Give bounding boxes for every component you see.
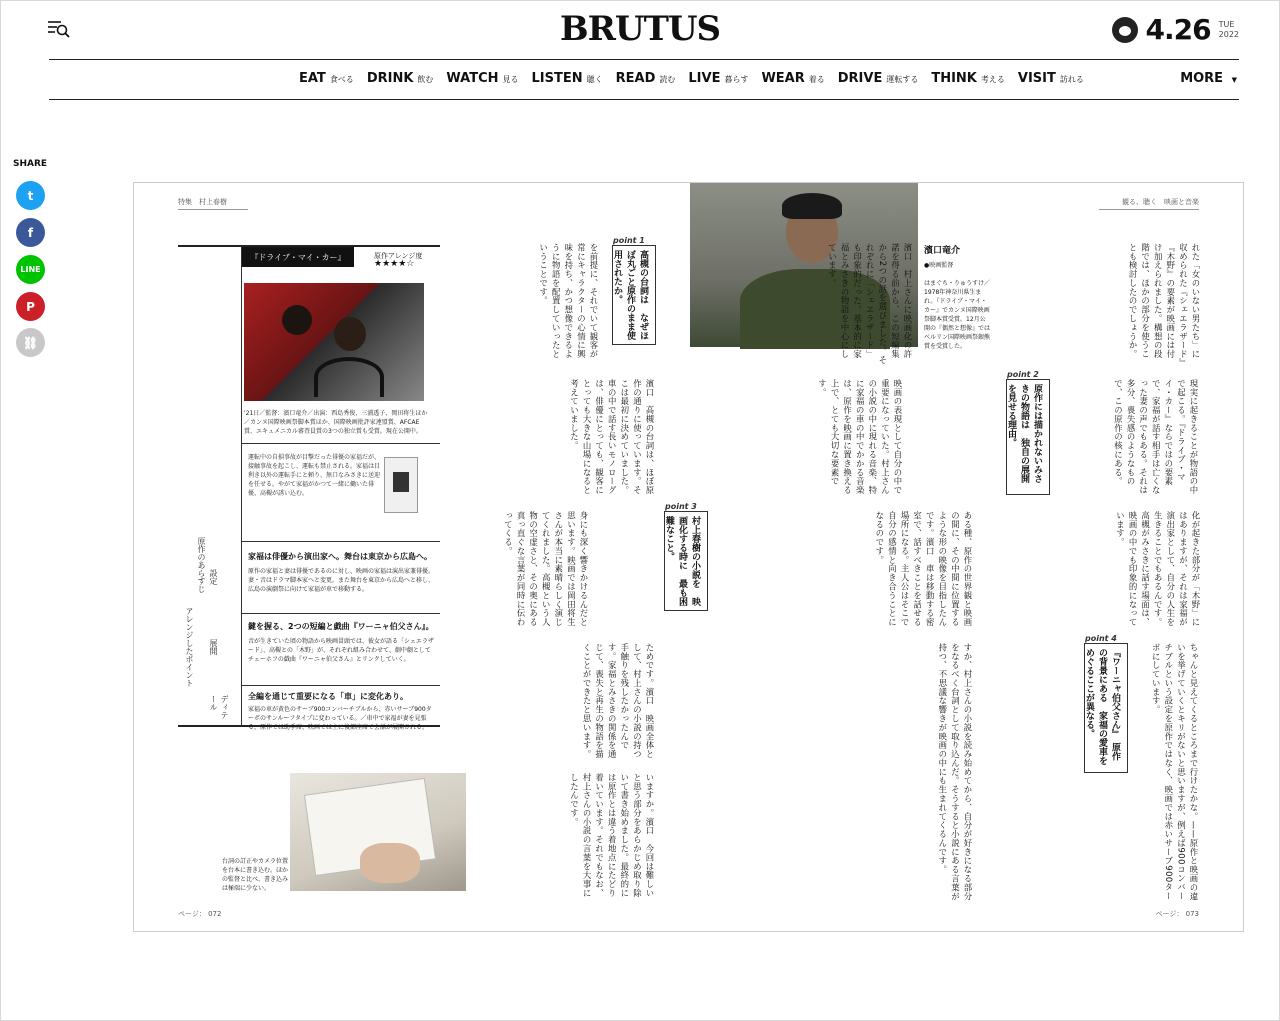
share-label: SHARE [13, 159, 48, 169]
point-tag: point 4 [1085, 634, 1117, 643]
page-number-right: ページ： 073 [1155, 910, 1199, 918]
box-divider-3 [242, 613, 440, 614]
date-day: TUE [1218, 19, 1235, 29]
line-icon[interactable]: LINE [16, 255, 45, 284]
nav-item-drink[interactable] [367, 71, 434, 86]
body-column: 濱口 高槻の台詞は、ほぼ原作の通りに使っています。そこは最初に決めていました。車の中で話す長いモノローグは、俳優にとっても、観客にとっても大きな山場になると考えていました。 [569, 379, 655, 495]
body-column: 身にも深く響きかけるんだと思います。映画では岡田将生さんが本当に素晴らしく演じてくれました。高槻という人物の空虚さと、その奥にある真っ直ぐな言葉が同時に伝わってくる。 [503, 511, 589, 627]
script-photo [290, 773, 466, 891]
nav-label-ja: 訪れる [1059, 75, 1084, 84]
nav-label-en: WATCH [446, 71, 499, 86]
portrait-hair [782, 193, 842, 219]
main-nav [299, 71, 1084, 86]
point-body-1: 原作の家福と妻は俳優であるのに対し、映画の家福は演出家兼俳優。妻・音はドラマ脚本家へと変更。また舞台を東京から広島へと移し、広島の演劇祭に向けて家福が車で移動する。 [248, 568, 435, 593]
point-callout-3 [664, 502, 708, 611]
steering-wheel [314, 357, 384, 397]
nav-label-ja: 聴く [586, 75, 603, 84]
date-number: 4.26 [1145, 13, 1211, 46]
magazine-spread[interactable] [133, 182, 1244, 932]
film-caption: '21日／監督：濱口竜介／出演：西島秀俊、三浦透子、岡田将生ほか／カンヌ国際映画祭脚本賞ほか、国際映画批評家連盟賞、AFCAE賞、エキュメニカル審査員賞の3つの独立賞も受賞。現在公開中。 [244, 410, 428, 435]
facebook-icon[interactable]: f [16, 218, 45, 247]
rating-label: 原作アレンジ度 [374, 252, 423, 260]
date-side [1219, 20, 1239, 40]
nav-item-live[interactable] [688, 71, 748, 86]
nav-label-ja: 食べる [329, 75, 354, 84]
body-column: れた「女のいない男たち」に収められた『シェエラザード』『木野』の要素が映画には付け加えられました。構想の段階では、ほかの部分を使うことも検討したのでしょうか。 [1128, 243, 1201, 364]
body-column: を前提に、それでいて観客が常にキャラクターの心情に興味を持ち、かつ想像できるように物語を配置していったということです。 [538, 243, 599, 359]
film-info-box [178, 245, 440, 731]
body-column: 現実に起きることが物語の中で起こる。『ドライブ・マイ・カー』ならではの要素で、家福が話す相手は亡くなった妻の声でもある。それは多分、喪失感のようなもので、この原作の核にある。 [1113, 379, 1199, 495]
callout-text: 村上春樹の小説を 映画化する時に 最も困難なこと。 [664, 516, 700, 606]
nav-label-en: EAT [299, 71, 326, 86]
nav-label-ja: 着る [808, 75, 825, 84]
section-header-right: 観る、聴く 映画と音楽 [1099, 197, 1199, 210]
nav-label-en: READ [615, 71, 656, 86]
issue-date [1112, 13, 1239, 46]
pinterest-icon[interactable]: P [16, 292, 45, 321]
nav-label-en: LISTEN [531, 71, 583, 86]
box-divider-2 [242, 541, 440, 542]
section-header-left: 特集 村上春樹 [178, 197, 248, 210]
nav-label-en: THINK [931, 71, 977, 86]
nav-item-read[interactable] [616, 71, 676, 86]
person-name: 濱口竜介 [924, 246, 961, 256]
point-tag: point 2 [1007, 370, 1039, 379]
film-still-image [244, 283, 424, 401]
point-body-2: 音が生きていた頃の物語から映画冒頭では、彼女が語る「シェエラザード」、高槻との「木野」が、それぞれ組み合わせて、劇中劇としてチェーホフの戯曲『ワーニャ伯父さん』とリンクしていく。 [248, 638, 434, 663]
nav-item-think[interactable] [931, 71, 1005, 86]
box-divider-4 [242, 685, 440, 686]
point-head-3: 全編を通じて重要になる「車」に変化あり。 [248, 692, 408, 701]
nav-item-visit[interactable] [1018, 71, 1084, 86]
nav-label-ja: 暮らす [724, 75, 749, 84]
more-menu-button[interactable] [1180, 71, 1237, 86]
body-column: 映画の表現として自分の中で重要になっていた。村上さんの小説の中に現れる音楽、特に家福の車の中でかかる音楽は、原作を映画に置き換える上で、とても大切な要素です。 [817, 379, 903, 495]
nav-label-ja: 考える [980, 75, 1005, 84]
nav-label-ja: 飲む [417, 75, 434, 84]
nav-label-en: DRIVE [837, 71, 883, 86]
callout-text: 高槻の台詞は なぜほぼ丸ごと原作のまま使用されたか。 [612, 250, 648, 340]
body-column: ためです。濱口 映画全体として、村上さんの小説の持つ手触りを残したかったんです。家福とみさきの関係を通じて、喪失と再生の物語を描くことができたと思います。 [582, 643, 655, 759]
nav-label-ja: 運転する [886, 75, 919, 84]
arrange-label: アレンジしたポイント [185, 607, 194, 687]
point-head-1: 家福は俳優から演出家へ。舞台は東京から広島へ。 [248, 552, 432, 561]
chevron-down-icon: ▼ [1231, 76, 1237, 84]
callout-text: 『ワーニャ伯父さん』 原作の背景にある 家福の愛車をめぐるここが異なる。 [1084, 648, 1120, 765]
script-photo-caption: 台詞の訂正やカメラ位置を台本に書き込む。ほかの監督と比べ、書き込みは極端に少ない。 [222, 858, 289, 892]
nav-item-eat[interactable] [299, 71, 354, 86]
page-number-left: ページ： 072 [178, 910, 222, 918]
more-label: MORE [1180, 71, 1224, 86]
person-bio: はまぐち・りゅうすけ／1978年神奈川県生まれ。『ドライブ・マイ・カー』でカンヌ国際映画祭脚本賞受賞。12月公開の『偶然と想像』ではベルリン国際映画祭銀熊賞を受賞した。 [924, 280, 991, 350]
twitter-icon[interactable]: t [16, 181, 45, 210]
mascot-icon [1112, 17, 1138, 43]
body-column: すか、村上さんの小説を読み始めてから、自分が好きになる部分をなるべく台詞として取り込んだ。そうすると小説にある言葉が持つ、不思議な響きが映画の中にも生まれてくるんです。 [937, 643, 973, 901]
synopsis-text: 運転中の自損事故が目撃だった俳優の家福だが、接触事故を起こし、運転も禁止される。家福は目利き以外の運転手にと頼り、無口なみさきに送迎を任せる。やがて家福がかつて一緒に働いた俳優、高槻が誘い込む。 [248, 454, 381, 497]
nav-label-en: DRINK [366, 71, 414, 86]
header-rule-bottom [49, 99, 1239, 100]
nav-label-en: WEAR [761, 71, 805, 86]
body-column: いますか。濱口 今回は難しいと思う部分をあらかじめ取り除いて書き始めました。最終的には原作とは違う着地点にたどり着いています。それでもなお、村上さんの小説の言葉を大事にしたんです。 [569, 773, 655, 898]
actor-figure [282, 305, 312, 335]
rating-stars: ★★★★☆ [374, 259, 415, 269]
link-icon[interactable]: ⛓ [16, 328, 45, 357]
nav-label-en: VISIT [1017, 71, 1056, 86]
box-divider-1 [242, 443, 440, 444]
nav-item-watch[interactable] [446, 71, 518, 86]
point-callout-1 [612, 236, 656, 345]
film-title: 『ドライブ・マイ・カー』 [242, 247, 354, 267]
point-sub-1: 設定 [209, 569, 218, 585]
point-tag: point 3 [665, 502, 697, 511]
nav-item-wear[interactable] [761, 71, 824, 86]
synopsis-label: 原作のあらすじ [197, 537, 206, 593]
nav-label-ja: 読む [659, 75, 676, 84]
body-column: ある種、原作の世界観と映画の間に、その中間に位置するような形の映像を目指したんです。濱口 車は移動する密室で、話すべきことを話せる場所になる。主人公はそこで自分の感情と向き合うことになるのです。 [874, 511, 973, 627]
point-callout-2 [1006, 370, 1050, 495]
person-name-block [924, 243, 960, 269]
nav-label-ja: 見る [502, 75, 519, 84]
point-callout-4 [1084, 634, 1128, 773]
nav-label-en: LIVE [688, 71, 721, 86]
body-column: 化が起きた部分が「木野」にはありますが、それは家福が演出家として、自分の人生を生きることでもあるんです。高槻がみさきに話す場面は、映画の中でも印象的になっています。 [1115, 511, 1201, 627]
brand-logo[interactable]: BRUTUS [559, 9, 721, 49]
nav-item-drive[interactable] [838, 71, 919, 86]
header-rule-top [49, 59, 1239, 60]
point-tag: point 1 [613, 236, 645, 245]
date-year: 2022 [1218, 29, 1239, 39]
point-body-3: 家福の車が黄色のサーブ900コンバーチブルから、赤いサーブ900ターボのサンルーフタイプに変わっている。／車中で家福が妻を見張る、原作では助手席、映画では主に後部座席で会話が展開される。 [248, 706, 432, 731]
box-left-column [178, 247, 242, 725]
book-cover-image [384, 457, 418, 513]
nav-item-listen[interactable] [532, 71, 603, 86]
callout-text: 原作には描かれないみさきの物語は 独自の展開を見せる理由。 [1006, 384, 1042, 483]
point-head-2: 鍵を握る、2つの短編と戯曲『ワーニャ伯父さん』。 [248, 622, 434, 631]
body-column: 濱口 村上さんに映画化の許諾を得る前から、この短編集から2つの話を選びました。それぞれに「シェエラザード」も印象的だった。基本的に家福とみさきの物語を中心にしています。 [827, 243, 913, 365]
point-sub-2: 展開 [209, 639, 218, 655]
person-role: ●映画監督 [924, 262, 954, 269]
point-sub-3: ディテール [209, 695, 229, 719]
actress-figure [334, 317, 366, 351]
body-column: ちゃんと見えてくるところまで行けたかな。——原作と映画の違いを挙げていくとキリがないと思いますが、例えば900コンバーチブルという設定を原作ではなく、映画では赤いサーブ900ターボにしています。 [1151, 643, 1199, 901]
